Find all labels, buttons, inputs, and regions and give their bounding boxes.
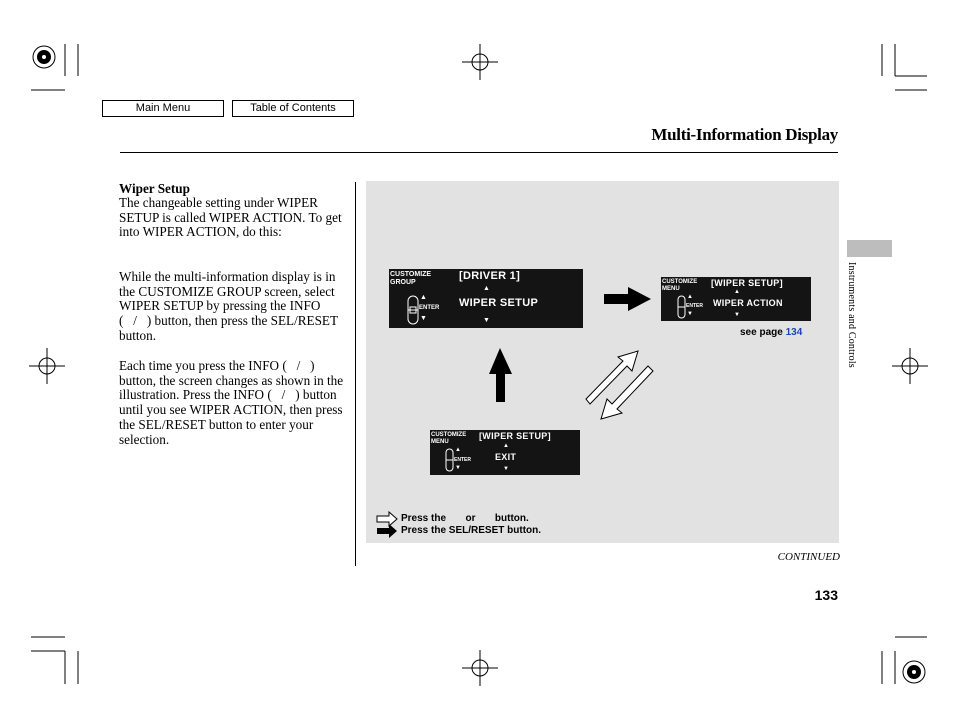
body-paragraph-2: While the multi-information display is in the CUSTOMIZE GROUP screen, select WIPER SETUP by pressing the INFO ( / ) button, then press the SEL/RESET button. <box>119 269 338 343</box>
legend-press-info: Press the or button. <box>401 513 529 524</box>
info-arrow-down-left <box>601 366 653 419</box>
main-menu-button[interactable]: Main Menu <box>102 100 224 117</box>
section-heading: Wiper Setup <box>119 181 190 196</box>
column-divider <box>355 182 356 566</box>
down-arrow-icon: ▼ <box>503 466 509 472</box>
screen-corner-label: CUSTOMIZE GROUP <box>390 271 432 286</box>
page-link[interactable]: 134 <box>785 327 803 338</box>
down-arrow-icon: ▼ <box>734 312 740 318</box>
legend-solid-arrow <box>377 524 397 538</box>
up-arrow-icon: ▲ <box>483 285 490 292</box>
screen-item: WIPER SETUP <box>459 297 539 309</box>
enter-label: ENTER <box>686 303 703 309</box>
down-arrow-icon: ▼ <box>483 317 490 324</box>
enter-label: ENTER <box>454 457 471 463</box>
flow-arrows <box>366 181 839 543</box>
up-arrow-icon: ▲ <box>455 447 461 453</box>
screen-item: EXIT <box>495 452 517 462</box>
info-arrow-up-right <box>586 351 638 404</box>
up-arrow-icon: ▲ <box>687 294 693 300</box>
side-section-label: Instruments and Controls <box>846 262 857 368</box>
legend-hollow-arrow <box>377 512 397 526</box>
body-paragraph-3: Each time you press the INFO ( / ) button, the screen changes as shown in the illustration. Press the INFO ( / ) button until you see WIPER ACTION, then press the SEL/RESET button to enter your selection. <box>119 358 344 447</box>
down-arrow-icon: ▼ <box>455 465 461 471</box>
sel-reset-arrow-up <box>489 348 512 402</box>
body-paragraph-1: The changeable setting under WIPER SETUP is called WIPER ACTION. To get into WIPER ACTION, do this: <box>119 195 342 240</box>
screen-corner-label: CUSTOMIZE MENU <box>662 279 698 292</box>
enter-label: ENTER <box>419 305 440 311</box>
illustration-panel <box>366 181 839 543</box>
header-rule <box>120 152 838 153</box>
up-arrow-icon: ▲ <box>503 443 509 449</box>
continued-label: CONTINUED <box>777 551 840 563</box>
screen-title: [WIPER SETUP] <box>479 431 551 441</box>
sel-reset-arrow-right <box>604 287 651 311</box>
screen-corner-label: CUSTOMIZE MENU <box>431 432 467 445</box>
section-tab[interactable] <box>847 240 892 257</box>
screen-item: WIPER ACTION <box>713 298 783 308</box>
table-of-contents-button[interactable]: Table of Contents <box>232 100 354 117</box>
down-arrow-icon: ▼ <box>687 311 693 317</box>
legend-press-sel-reset: Press the SEL/RESET button. <box>401 525 542 536</box>
up-arrow-icon: ▲ <box>734 289 740 295</box>
screen-title: [WIPER SETUP] <box>711 278 783 288</box>
see-page-reference: see page 134 <box>740 327 803 338</box>
page-number: 133 <box>814 587 838 603</box>
page-title: Multi-Information Display <box>651 125 838 144</box>
down-arrow-icon: ▼ <box>420 315 427 322</box>
up-arrow-icon: ▲ <box>420 294 427 301</box>
screen-title: [DRIVER 1] <box>459 270 521 282</box>
